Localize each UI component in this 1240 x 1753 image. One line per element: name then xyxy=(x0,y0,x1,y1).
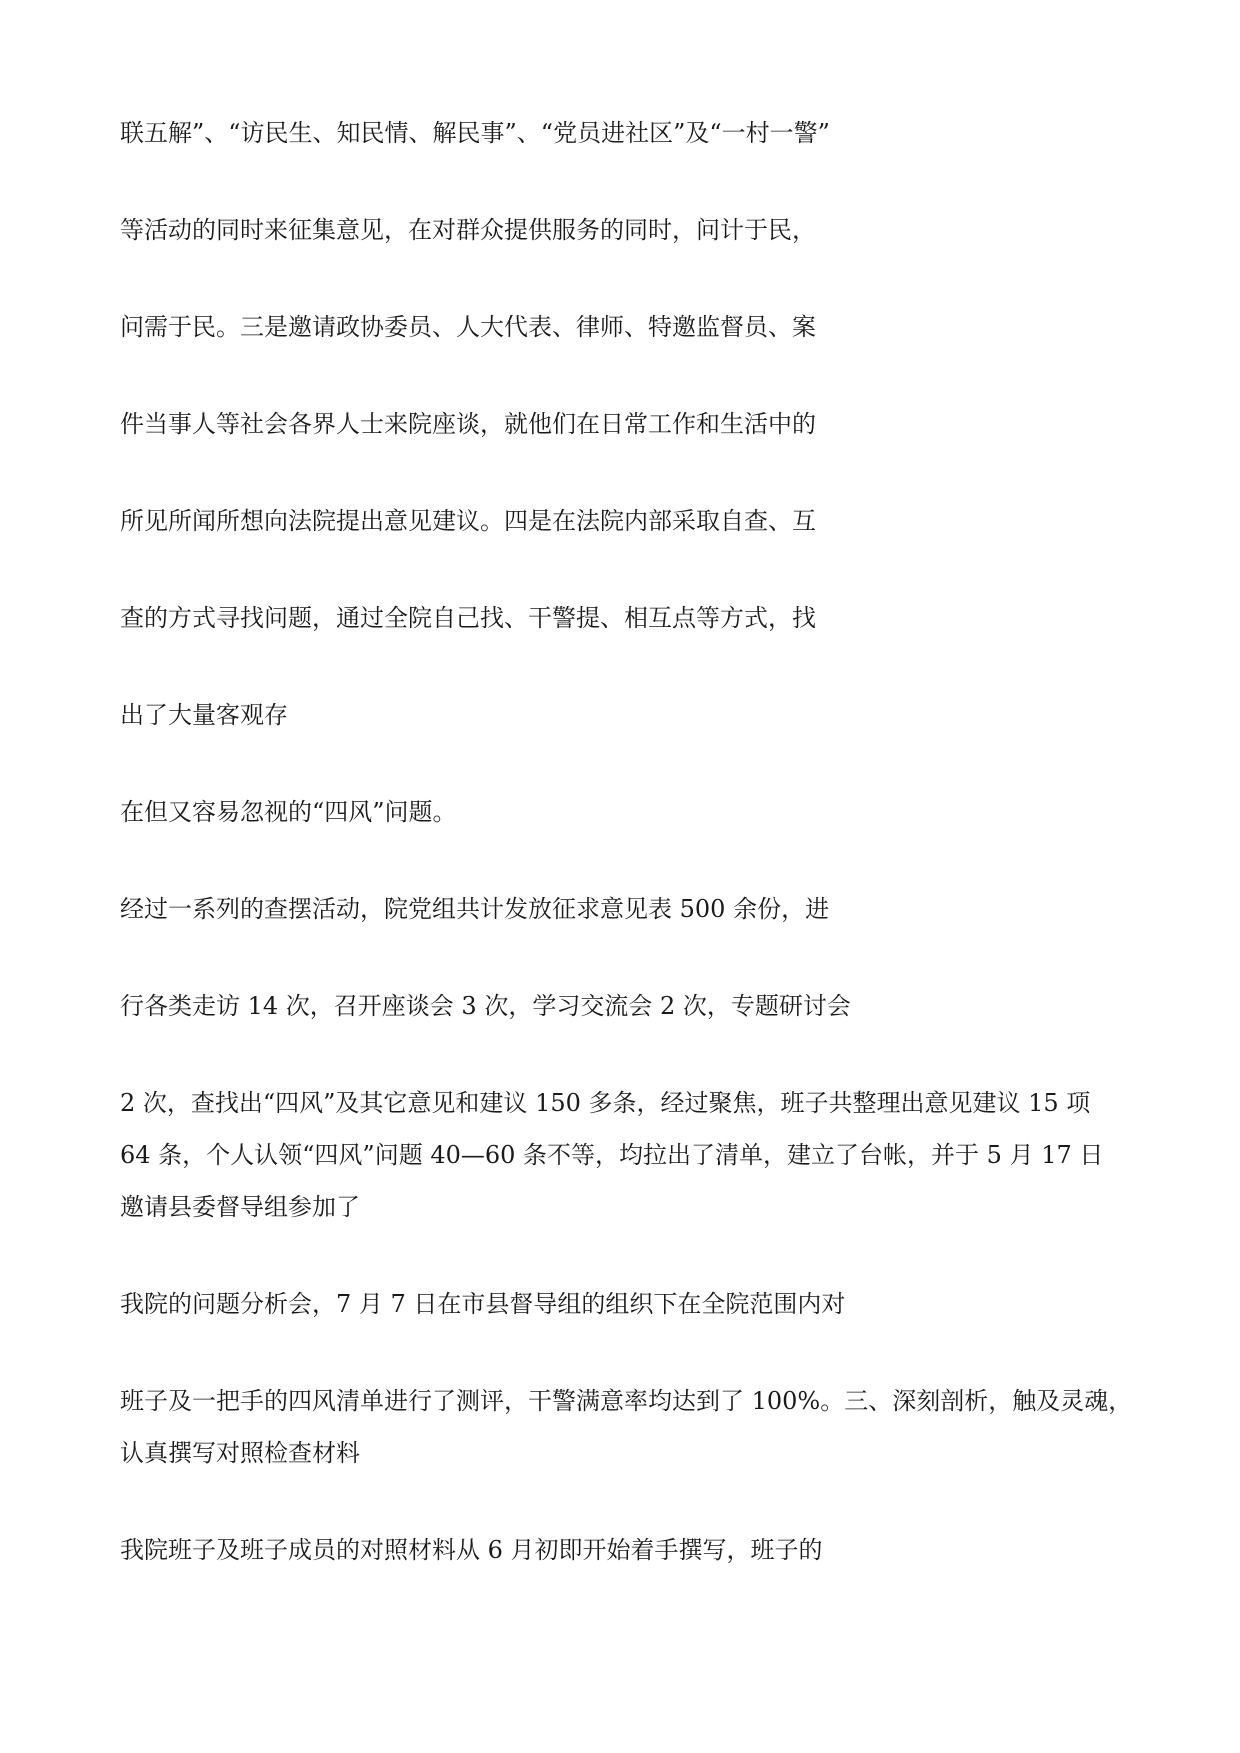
text-line: 64 条，个人认领“四风”问题 40—60 条不等，均拉出了清单，建立了台帐，并于 5 月 17 日 xyxy=(120,1141,1104,1169)
text-line: 认真撰写对照检查材料 xyxy=(120,1439,360,1467)
text-line: 在但又容易忽视的“四风”问题。 xyxy=(120,798,457,826)
text-line: 等活动的同时来征集意见，在对群众提供服务的同时，问计于民， xyxy=(120,216,816,244)
text-line: 查的方式寻找问题，通过全院自己找、干警提、相互点等方式，找 xyxy=(120,604,816,632)
text-line: 2 次，查找出“四风”及其它意见和建议 150 多条，经过聚焦，班子共整理出意见建议 15 项 xyxy=(120,1089,1091,1117)
text-line: 邀请县委督导组参加了 xyxy=(120,1193,360,1221)
text-line: 我院班子及班子成员的对照材料从 6 月初即开始着手撰写，班子的 xyxy=(120,1536,823,1564)
text-line: 我院的问题分析会，7 月 7 日在市县督导组的组织下在全院范围内对 xyxy=(120,1290,846,1318)
text-line: 经过一系列的查摆活动，院党组共计发放征求意见表 500 余份，进 xyxy=(120,895,830,923)
text-line: 班子及一把手的四风清单进行了测评，干警满意率均达到了 100%。三、深刻剖析，触及灵魂， xyxy=(120,1387,1133,1415)
text-line: 出了大量客观存 xyxy=(120,701,288,729)
text-line: 行各类走访 14 次，召开座谈会 3 次，学习交流会 2 次，专题研讨会 xyxy=(120,992,851,1020)
text-line: 件当事人等社会各界人士来院座谈，就他们在日常工作和生活中的 xyxy=(120,410,816,438)
text-line: 问需于民。三是邀请政协委员、人大代表、律师、特邀监督员、案 xyxy=(120,313,816,341)
text-line: 所见所闻所想向法院提出意见建议。四是在法院内部采取自查、互 xyxy=(120,507,816,535)
text-line: 联五解”、“访民生、知民情、解民事”、“党员进社区”及“一村一警” xyxy=(120,119,830,147)
